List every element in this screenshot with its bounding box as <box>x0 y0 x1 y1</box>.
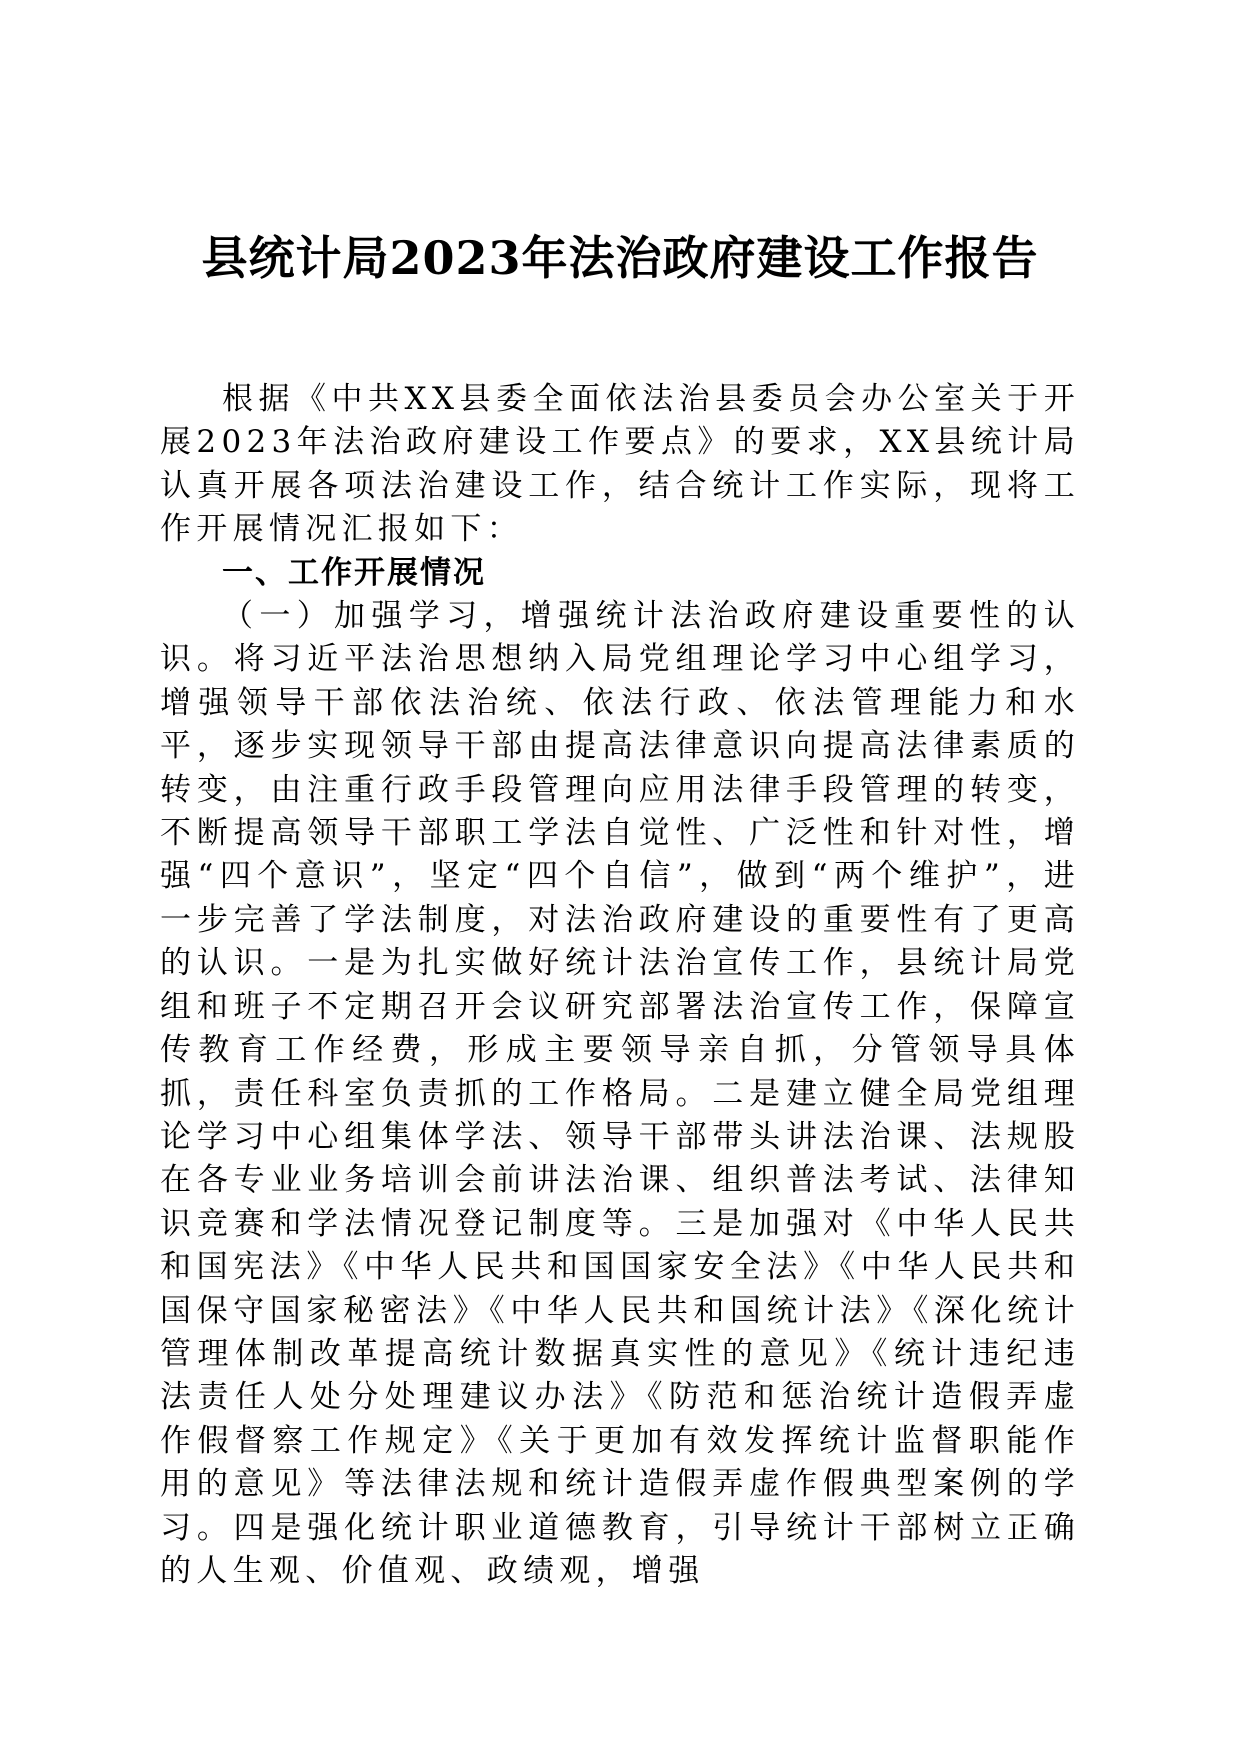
section-heading: 一、工作开展情况 <box>222 554 486 591</box>
document-title: 县统计局2023年法治政府建设工作报告 <box>201 231 1039 285</box>
subsection-paragraph: （一）加强学习，增强统计法治政府建设重要性的认识。将习近平法治思想纳入局党组理论学习中心组学习，增强领导干部依法治统、依法行政、依法管理能力和水平，逐步实现领导干部由提高法律意识向提高法律素质的转变，由注重行政手段管理向应用法律手段管理的转变，不断提高领导干部职工学法自觉性、广泛性和针对性，增强“四个意识”，坚定“四个自信”，做到“两个维护”，进一步完善了学法制度，对法治政府建设的重要性有了更高的认识。一是为扎实做好统计法治宣传工作，县统计局党组和班子不定期召开会议研究部署法治宣传工作，保障宣传教育工作经费，形成主要领导亲自抓，分管领导具体抓，责任科室负责抓的工作格局。二是建立健全局党组理论学习中心组集体学法、领导干部带头讲法治课、法规股在各专业业务培训会前讲法治课、组织普法考试、法律知识竞赛和学法情况登记制度等。三是加强对《中华人民共和国宪法》《中华人民共和国国家安全法》《中华人民共和国保守国家秘密法》《中华人民共和国统计法》《深化统计管理体制改革提高统计数据真实性的意见》《统计违纪违法责任人处分处理建议办法》《防范和惩治统计造假弄虚作假督察工作规定》《关于更加有效发挥统计监督职能作用的意见》等法律法规和统计造假弄虚作假典型案例的学习。四是强化统计职业道德教育，引导统计干部树立正确的人生观、价值观、政绩观，增强 <box>160 598 1080 1589</box>
document-body <box>160 378 1080 1593</box>
intro-paragraph: 根据《中共XX县委全面依法治县委员会办公室关于开展2023年法治政府建设工作要点》的要求，XX县统计局认真开展各项法治建设工作，结合统计工作实际，现将工作开展情况汇报如下： <box>160 381 1080 548</box>
